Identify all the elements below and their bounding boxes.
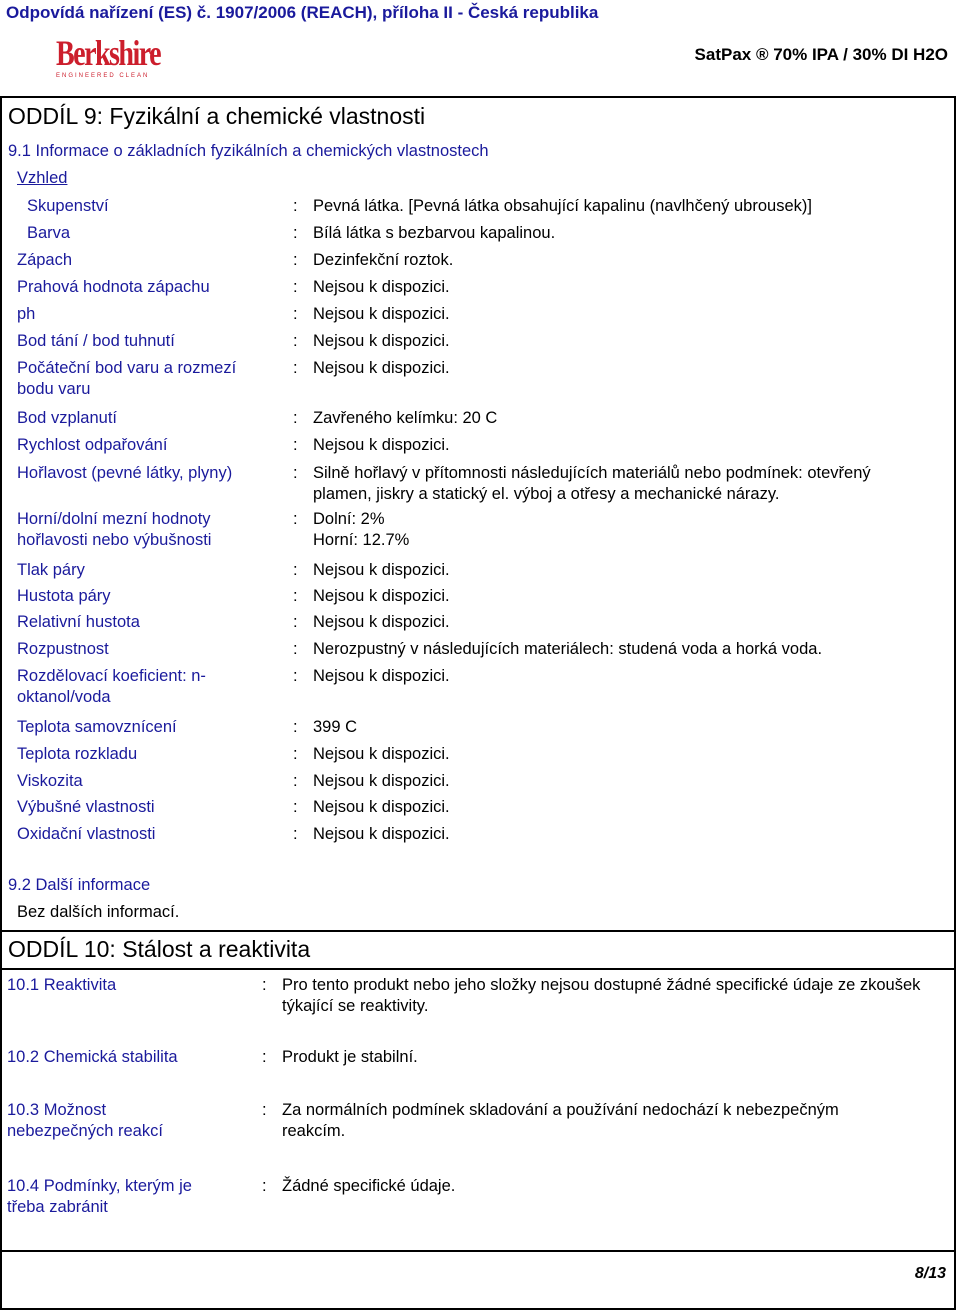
subsection-9-2-text: Bez dalších informací. (17, 903, 180, 921)
colon: : (293, 278, 298, 296)
colon: : (293, 224, 298, 242)
colon: : (293, 587, 298, 605)
property-value: Nejsou k dispozici. (313, 305, 450, 323)
hazardous-reactions-value: Za normálních podmínek skladování a používání nedochází k nebezpečným reakcím. (282, 1101, 839, 1140)
subsection-9-1-title: 9.1 Informace o základních fyzikálních a chemických vlastnostech (8, 142, 489, 160)
property-label: Rozpustnost (17, 640, 109, 658)
colon: : (262, 1101, 267, 1119)
conditions-to-avoid-value: Žádné specifické údaje. (282, 1177, 456, 1195)
property-label: Prahová hodnota zápachu (17, 278, 210, 296)
property-label: Barva (27, 224, 71, 242)
property-value: Nejsou k dispozici. (313, 772, 450, 790)
colon: : (293, 197, 298, 215)
property-label: Výbušné vlastnosti (17, 798, 155, 816)
colon: : (293, 359, 298, 377)
colon: : (293, 613, 298, 631)
logo-subtitle: ENGINEERED CLEAN (56, 73, 150, 79)
product-name: SatPax ® 70% IPA / 30% DI H2O (694, 45, 948, 64)
property-label: Zápach (17, 251, 73, 269)
property-label: Počáteční bod varu a rozmezí bodu varu (17, 359, 237, 398)
property-label: Hořlavost (pevné látky, plyny) (17, 464, 233, 482)
subsection-9-2-title: 9.2 Další informace (8, 876, 151, 894)
berkshire-logo (56, 33, 161, 85)
section-9-title: ODDÍL 9: Fyzikální a chemické vlastnosti (8, 103, 426, 129)
colon: : (293, 718, 298, 736)
property-value: Nejsou k dispozici. (313, 587, 450, 605)
colon: : (293, 745, 298, 763)
property-value: Nejsou k dispozici. (313, 667, 450, 685)
reactivity-value: Pro tento produkt nebo jeho složky nejsou dostupné žádné specifické údaje ze zkoušek týkající se reaktivity. (282, 976, 921, 1015)
property-label: Skupenství (27, 197, 109, 215)
colon: : (293, 561, 298, 579)
property-value: Zavřeného kelímku: 20 C (313, 409, 498, 427)
colon: : (293, 409, 298, 427)
property-label: Rychlost odpařování (17, 436, 168, 454)
property-value: Bílá látka s bezbarvou kapalinou. (313, 224, 556, 242)
property-value: Pevná látka. [Pevná látka obsahující kapalinu (navlhčený ubrousek)] (313, 197, 812, 215)
property-value: Nejsou k dispozici. (313, 332, 450, 350)
property-value: Nejsou k dispozici. (313, 825, 450, 843)
colon: : (262, 1048, 267, 1066)
logo-wordmark: Berkshire (56, 33, 161, 73)
hazardous-reactions-label: 10.3 Možnost nebezpečných reakcí (7, 1101, 163, 1140)
property-value: Nejsou k dispozici. (313, 436, 450, 454)
property-value: 399 C (313, 718, 358, 736)
property-value: Nejsou k dispozici. (313, 613, 450, 631)
property-label: Relativní hustota (17, 613, 140, 631)
property-label: Rozdělovací koeficient: n-oktanol/voda (17, 667, 206, 706)
property-value: Nejsou k dispozici. (313, 278, 450, 296)
colon: : (262, 1177, 267, 1195)
property-value: Nejsou k dispozici. (313, 561, 450, 579)
colon: : (293, 510, 298, 528)
stability-label: 10.2 Chemická stabilita (7, 1048, 178, 1066)
property-value: Nerozpustný v následujících materiálech: studená voda a horká voda. (313, 640, 823, 658)
property-value: Nejsou k dispozici. (313, 798, 450, 816)
property-label: Teplota samovznícení (17, 718, 177, 736)
conditions-to-avoid-label: 10.4 Podmínky, kterým je třeba zabránit (7, 1177, 192, 1216)
property-value: Nejsou k dispozici. (313, 745, 450, 763)
colon: : (293, 251, 298, 269)
colon: : (293, 825, 298, 843)
property-value: Dolní: 2% (313, 510, 385, 528)
property-label: Oxidační vlastnosti (17, 825, 156, 843)
property-label: Hustota páry (17, 587, 111, 605)
property-label: Viskozita (17, 772, 83, 790)
page-number: 8/13 (914, 1265, 946, 1282)
reactivity-label: 10.1 Reaktivita (7, 976, 117, 994)
property-label: Tlak páry (17, 561, 85, 579)
colon: : (293, 464, 298, 482)
property-label: ph (17, 305, 36, 323)
colon: : (293, 667, 298, 685)
section-10-title: ODDÍL 10: Stálost a reaktivita (8, 936, 311, 962)
colon: : (293, 798, 298, 816)
property-value: Nejsou k dispozici. (313, 359, 450, 377)
footer-divider (0, 1250, 956, 1252)
property-value: Silně hořlavý v přítomnosti následujících materiálů nebo podmínek: otevřený plamen, jiskry a statický el. výboj a otřesy a mechanické nárazy. (313, 464, 871, 503)
regulation-header: Odpovídá nařízení (ES) č. 1907/2006 (REACH), příloha II - Česká republika (6, 3, 599, 22)
property-label: Horní/dolní mezní hodnoty hořlavosti nebo výbušnosti (17, 510, 212, 549)
appearance-heading: Vzhled (17, 169, 68, 187)
property-value-secondary: Horní: 12.7% (313, 531, 410, 549)
colon: : (293, 640, 298, 658)
colon: : (293, 772, 298, 790)
property-label: Bod vzplanutí (17, 409, 117, 427)
property-value: Dezinfekční roztok. (313, 251, 454, 269)
stability-value: Produkt je stabilní. (282, 1048, 418, 1066)
colon: : (262, 976, 267, 994)
colon: : (293, 436, 298, 454)
colon: : (293, 305, 298, 323)
colon: : (293, 332, 298, 350)
property-label: Teplota rozkladu (17, 745, 138, 763)
property-label: Bod tání / bod tuhnutí (17, 332, 175, 350)
